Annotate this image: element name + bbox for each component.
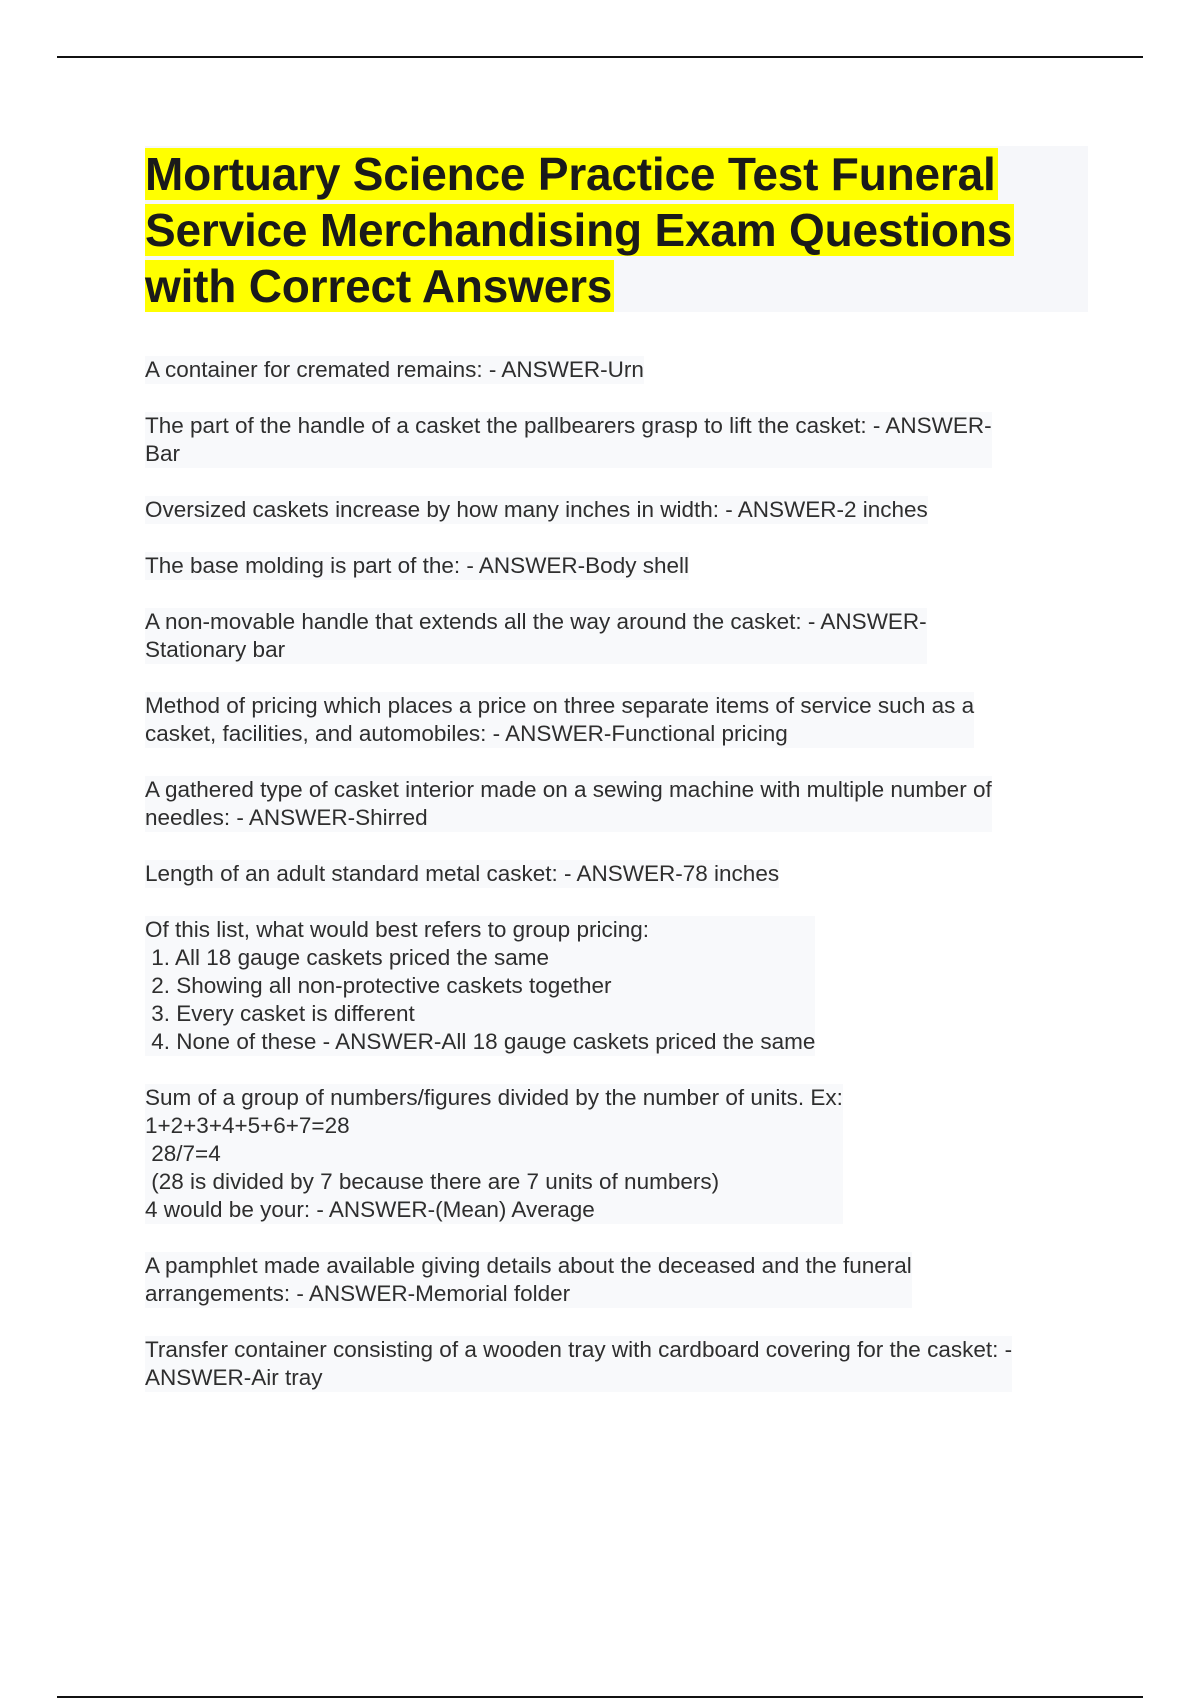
qa-item-2: The part of the handle of a casket the pallbearers grasp to lift the casket: - ANSWER- Bar: [145, 413, 992, 466]
document-title: [145, 146, 1088, 314]
title-block: [145, 146, 1088, 312]
qa-item-11: A pamphlet made available giving details about the deceased and the funeral arrangements: - ANSWER-Memorial folder: [145, 1253, 912, 1306]
qa-item-1: A container for cremated remains: - ANSWER-Urn: [145, 357, 644, 382]
qa-item-6: Method of pricing which places a price on three separate items of service such as a casket, facilities, and automobiles: - ANSWER-Functional pricing: [145, 693, 975, 746]
title-line-3: with Correct Answers: [145, 260, 613, 312]
question-answer-list: [145, 356, 1085, 1420]
title-line-1: Mortuary Science Practice Test Funeral: [145, 148, 996, 200]
qa-item-3: Oversized caskets increase by how many inches in width: - ANSWER-2 inches: [145, 497, 928, 522]
qa-item-5: A non-movable handle that extends all the way around the casket: - ANSWER- Stationary bar: [145, 609, 927, 662]
qa-item-7: A gathered type of casket interior made on a sewing machine with multiple number of needles: - ANSWER-Shirred: [145, 777, 992, 830]
bottom-rule: [57, 1696, 1143, 1698]
qa-item-10: Sum of a group of numbers/figures divided by the number of units. Ex: 1+2+3+4+5+6+7=28 28/7=4 (28 is divided by 7 because there are 7 units of numbers) 4 would be your: - ANSWER-(Mean) Average: [145, 1085, 843, 1222]
qa-item-9: Of this list, what would best refers to group pricing: 1. All 18 gauge caskets priced the same 2. Showing all non-protective caskets together 3. Every casket is different 4. None of these - ANSWER-All 18 gauge caskets priced the same: [145, 917, 816, 1054]
top-rule: [57, 56, 1143, 58]
qa-item-8: Length of an adult standard metal casket: - ANSWER-78 inches: [145, 861, 780, 886]
qa-item-12: Transfer container consisting of a wooden tray with cardboard covering for the casket: - ANSWER-Air tray: [145, 1337, 1013, 1390]
title-line-2: Service Merchandising Exam Questions: [145, 204, 1013, 256]
qa-item-4: The base molding is part of the: - ANSWER-Body shell: [145, 553, 689, 578]
